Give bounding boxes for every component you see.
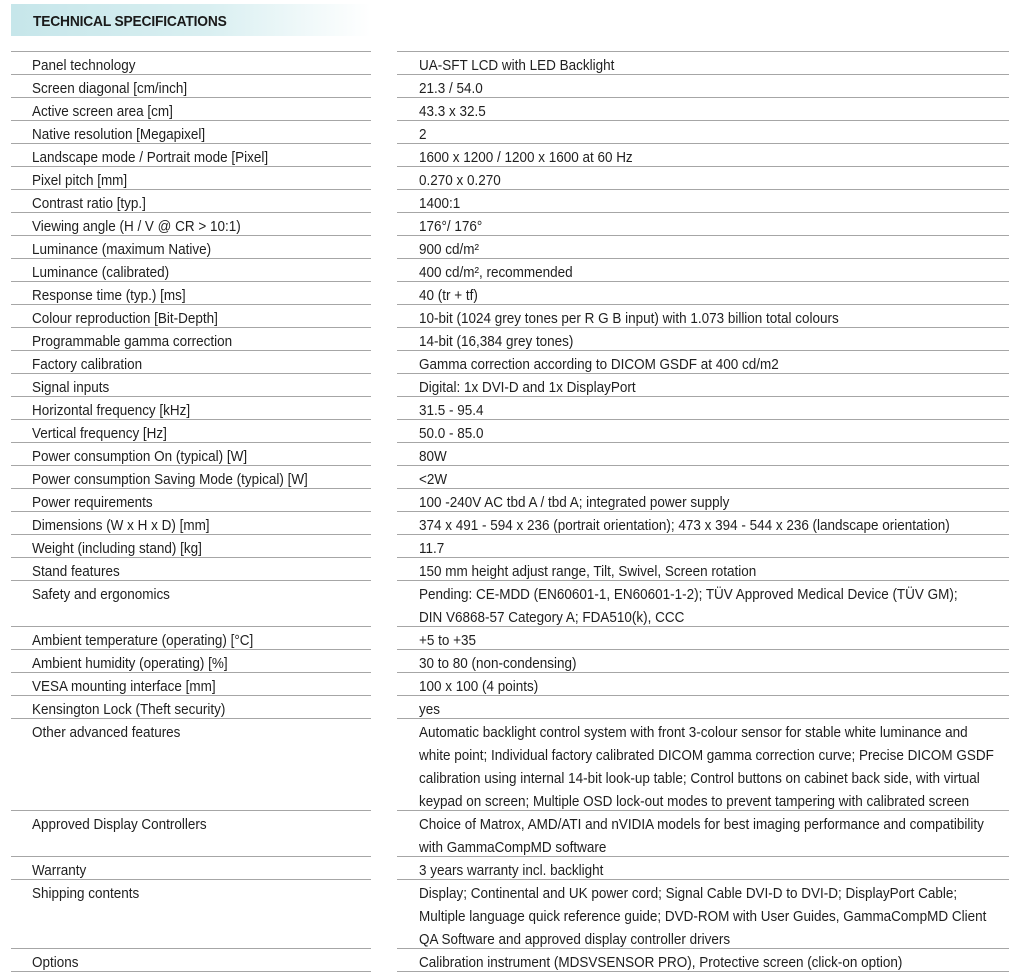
- spec-value-line: 900 cd/m²: [419, 242, 479, 258]
- spec-row: [0, 534, 1011, 557]
- spec-label-cell: [11, 534, 371, 557]
- spec-value-cell: [397, 51, 1009, 74]
- spec-value-line: 374 x 491 - 594 x 236 (portrait orientation); 473 x 394 - 544 x 236 (landscape orientation): [419, 518, 950, 534]
- spec-value-cell: [397, 465, 1009, 488]
- spec-value-cell: [397, 235, 1009, 258]
- spec-label: Weight (including stand) [kg]: [32, 541, 202, 557]
- spec-value-cell: [397, 189, 1009, 212]
- spec-value-line: 31.5 - 95.4: [419, 403, 484, 419]
- spec-value-line: 80W: [419, 449, 447, 465]
- spec-value-line: Choice of Matrox, AMD/ATI and nVIDIA models for best imaging performance and compatibility: [419, 817, 984, 833]
- spec-value-line: 21.3 / 54.0: [419, 81, 483, 97]
- spec-label-cell: [11, 511, 371, 534]
- spec-label: Luminance (maximum Native): [32, 242, 212, 258]
- spec-label: Factory calibration: [32, 357, 143, 373]
- spec-row: [0, 97, 1011, 120]
- spec-value-line: 0.270 x 0.270: [419, 173, 501, 189]
- spec-label-cell: [11, 557, 371, 580]
- spec-value-line: 1400:1: [419, 196, 461, 212]
- spec-value-line: QA Software and approved display controller drivers: [419, 932, 731, 948]
- spec-value-cell: [397, 327, 1009, 350]
- spec-label-cell: [11, 258, 371, 281]
- spec-value-line: 150 mm height adjust range, Tilt, Swivel, Screen rotation: [419, 564, 757, 580]
- spec-label: Safety and ergonomics: [32, 587, 170, 603]
- spec-value-cell: [397, 304, 1009, 327]
- spec-label: Response time (typ.) [ms]: [32, 288, 186, 304]
- spec-value-cell: [397, 419, 1009, 442]
- spec-row: [0, 580, 1011, 626]
- spec-row: [0, 281, 1011, 304]
- spec-label: Shipping contents: [32, 886, 140, 902]
- spec-label-cell: [11, 718, 371, 810]
- spec-label: Horizontal frequency [kHz]: [32, 403, 191, 419]
- spec-label-cell: [11, 488, 371, 511]
- spec-label: Power consumption On (typical) [W]: [32, 449, 248, 465]
- spec-label: Luminance (calibrated): [32, 265, 170, 281]
- spec-label-cell: [11, 580, 371, 626]
- spec-value-line: 10-bit (1024 grey tones per R G B input) with 1.073 billion total colours: [419, 311, 839, 327]
- spec-value-cell: [397, 488, 1009, 511]
- spec-value-line: <2W: [419, 472, 448, 488]
- spec-row: [0, 465, 1011, 488]
- spec-label: Landscape mode / Portrait mode [Pixel]: [32, 150, 269, 166]
- spec-value-line: Gamma correction according to DICOM GSDF at 400 cd/m2: [419, 357, 779, 373]
- spec-label-cell: [11, 51, 371, 74]
- spec-value-line: Digital: 1x DVI-D and 1x DisplayPort: [419, 380, 636, 396]
- spec-value-line: 40 (tr + tf): [419, 288, 478, 304]
- spec-label: Programmable gamma correction: [32, 334, 233, 350]
- spec-row: [0, 166, 1011, 189]
- spec-value-cell: [397, 166, 1009, 189]
- spec-value-cell: [397, 718, 1009, 810]
- spec-label-cell: [11, 856, 371, 879]
- spec-label: Colour reproduction [Bit-Depth]: [32, 311, 218, 327]
- spec-row: [0, 672, 1011, 695]
- spec-value-line: Automatic backlight control system with front 3-colour sensor for stable white luminance and: [419, 725, 968, 741]
- spec-value-cell: [397, 534, 1009, 557]
- spec-value-line: DIN V6868-57 Category A; FDA510(k), CCC: [419, 610, 685, 626]
- spec-label: Other advanced features: [32, 725, 181, 741]
- spec-value-cell: [397, 649, 1009, 672]
- spec-label: VESA mounting interface [mm]: [32, 679, 216, 695]
- specifications-table: [0, 51, 1011, 971]
- spec-label-cell: [11, 281, 371, 304]
- spec-label-cell: [11, 120, 371, 143]
- spec-label-cell: [11, 350, 371, 373]
- spec-value-cell: [397, 511, 1009, 534]
- spec-row: [0, 120, 1011, 143]
- spec-value-cell: [397, 695, 1009, 718]
- spec-value-cell: [397, 350, 1009, 373]
- section-title: TECHNICAL SPECIFICATIONS: [33, 13, 227, 30]
- spec-label: Screen diagonal [cm/inch]: [32, 81, 188, 97]
- spec-label-cell: [11, 948, 371, 971]
- spec-label-cell: [11, 442, 371, 465]
- spec-row: [0, 879, 1011, 948]
- spec-row: [0, 557, 1011, 580]
- spec-value-line: 1600 x 1200 / 1200 x 1600 at 60 Hz: [419, 150, 633, 166]
- spec-value-line: UA-SFT LCD with LED Backlight: [419, 58, 615, 74]
- spec-label-cell: [11, 810, 371, 856]
- spec-row: [0, 189, 1011, 212]
- spec-row: [0, 74, 1011, 97]
- spec-label-cell: [11, 304, 371, 327]
- spec-label-cell: [11, 189, 371, 212]
- spec-label: Pixel pitch [mm]: [32, 173, 128, 189]
- spec-label: Viewing angle (H / V @ CR > 10:1): [32, 219, 241, 235]
- spec-label-cell: [11, 143, 371, 166]
- spec-label-cell: [11, 373, 371, 396]
- spec-label: Ambient temperature (operating) [°C]: [32, 633, 254, 649]
- spec-value-line: 50.0 - 85.0: [419, 426, 484, 442]
- spec-label: Ambient humidity (operating) [%]: [32, 656, 228, 672]
- spec-row: [0, 626, 1011, 649]
- spec-row: [0, 649, 1011, 672]
- spec-value-cell: [397, 442, 1009, 465]
- spec-value-line: calibration using internal 14-bit look-up table; Control buttons on cabinet back side, with virtual: [419, 771, 980, 787]
- spec-value-cell: [397, 74, 1009, 97]
- spec-value-cell: [397, 810, 1009, 856]
- spec-label-cell: [11, 235, 371, 258]
- spec-row: [0, 373, 1011, 396]
- spec-value-cell: [397, 212, 1009, 235]
- spec-label-cell: [11, 97, 371, 120]
- spec-value-line: keypad on screen; Multiple OSD lock-out modes to prevent tampering with calibrated screen: [419, 794, 970, 810]
- spec-label: Power requirements: [32, 495, 153, 511]
- spec-value-line: 3 years warranty incl. backlight: [419, 863, 604, 879]
- spec-label: Stand features: [32, 564, 120, 580]
- spec-value-cell: [397, 396, 1009, 419]
- spec-value-line: +5 to +35: [419, 633, 476, 649]
- spec-value-cell: [397, 948, 1009, 971]
- spec-value-cell: [397, 672, 1009, 695]
- spec-value-line: yes: [419, 702, 440, 718]
- spec-label: Kensington Lock (Theft security): [32, 702, 226, 718]
- spec-row: [0, 511, 1011, 534]
- spec-value-line: Display; Continental and UK power cord; Signal Cable DVI-D to DVI-D; DisplayPort Cable;: [419, 886, 958, 902]
- spec-value-line: 43.3 x 32.5: [419, 104, 486, 120]
- spec-row: [0, 143, 1011, 166]
- spec-label-cell: [11, 626, 371, 649]
- spec-label: Signal inputs: [32, 380, 110, 396]
- spec-value-cell: [397, 373, 1009, 396]
- spec-value-line: Pending: CE-MDD (EN60601-1, EN60601-1-2); TÜV Approved Medical Device (TÜV GM);: [419, 587, 958, 603]
- spec-label: Options: [32, 955, 79, 971]
- spec-label-cell: [11, 465, 371, 488]
- spec-label-cell: [11, 74, 371, 97]
- spec-label-cell: [11, 212, 371, 235]
- spec-label-cell: [11, 649, 371, 672]
- spec-label-cell: [11, 327, 371, 350]
- spec-value-line: 30 to 80 (non-condensing): [419, 656, 577, 672]
- spec-label: Warranty: [32, 863, 87, 879]
- spec-row: [0, 327, 1011, 350]
- spec-value-cell: [397, 856, 1009, 879]
- spec-value-line: Calibration instrument (MDSVSENSOR PRO), Protective screen (click-on option): [419, 955, 903, 971]
- spec-value-line: 100 -240V AC tbd A / tbd A; integrated power supply: [419, 495, 730, 511]
- spec-row: [0, 856, 1011, 879]
- spec-value-line: 400 cd/m², recommended: [419, 265, 573, 281]
- spec-row: [0, 212, 1011, 235]
- spec-value-line: Multiple language quick reference guide; DVD-ROM with User Guides, GammaCompMD Client: [419, 909, 987, 925]
- spec-row: [0, 948, 1011, 971]
- spec-value-line: 2: [419, 127, 427, 143]
- spec-row: [0, 350, 1011, 373]
- spec-row: [0, 442, 1011, 465]
- spec-value-line: 176°/ 176°: [419, 219, 483, 235]
- spec-row: [0, 304, 1011, 327]
- spec-value-cell: [397, 143, 1009, 166]
- spec-label: Vertical frequency [Hz]: [32, 426, 167, 442]
- spec-value-cell: [397, 557, 1009, 580]
- spec-row: [0, 695, 1011, 718]
- spec-label-cell: [11, 695, 371, 718]
- spec-row: [0, 396, 1011, 419]
- spec-value-cell: [397, 626, 1009, 649]
- spec-label: Power consumption Saving Mode (typical) [W]: [32, 472, 308, 488]
- spec-value-cell: [397, 879, 1009, 948]
- spec-value-cell: [397, 281, 1009, 304]
- spec-label: Active screen area [cm]: [32, 104, 173, 120]
- spec-value-line: with GammaCompMD software: [419, 840, 607, 856]
- spec-label-cell: [11, 672, 371, 695]
- spec-row: [0, 258, 1011, 281]
- spec-label-cell: [11, 879, 371, 948]
- spec-label: Contrast ratio [typ.]: [32, 196, 146, 212]
- spec-label: Approved Display Controllers: [32, 817, 207, 833]
- spec-label: Native resolution [Megapixel]: [32, 127, 206, 143]
- spec-value-line: 100 x 100 (4 points): [419, 679, 539, 695]
- spec-value-cell: [397, 120, 1009, 143]
- spec-row: [0, 51, 1011, 74]
- section-header-banner: [11, 4, 371, 36]
- spec-row: [0, 488, 1011, 511]
- spec-row: [0, 718, 1011, 810]
- spec-label-cell: [11, 166, 371, 189]
- spec-row: [0, 419, 1011, 442]
- spec-value-line: 14-bit (16,384 grey tones): [419, 334, 574, 350]
- spec-label-cell: [11, 396, 371, 419]
- spec-row: [0, 235, 1011, 258]
- spec-value-line: 11.7: [419, 541, 445, 557]
- spec-value-cell: [397, 580, 1009, 626]
- spec-value-line: white point; Individual factory calibrated DICOM gamma correction curve; Precise DICOM GSDF: [419, 748, 994, 764]
- spec-label: Dimensions (W x H x D) [mm]: [32, 518, 210, 534]
- spec-label-cell: [11, 419, 371, 442]
- spec-value-cell: [397, 258, 1009, 281]
- spec-row: [0, 810, 1011, 856]
- spec-label: Panel technology: [32, 58, 136, 74]
- spec-value-cell: [397, 97, 1009, 120]
